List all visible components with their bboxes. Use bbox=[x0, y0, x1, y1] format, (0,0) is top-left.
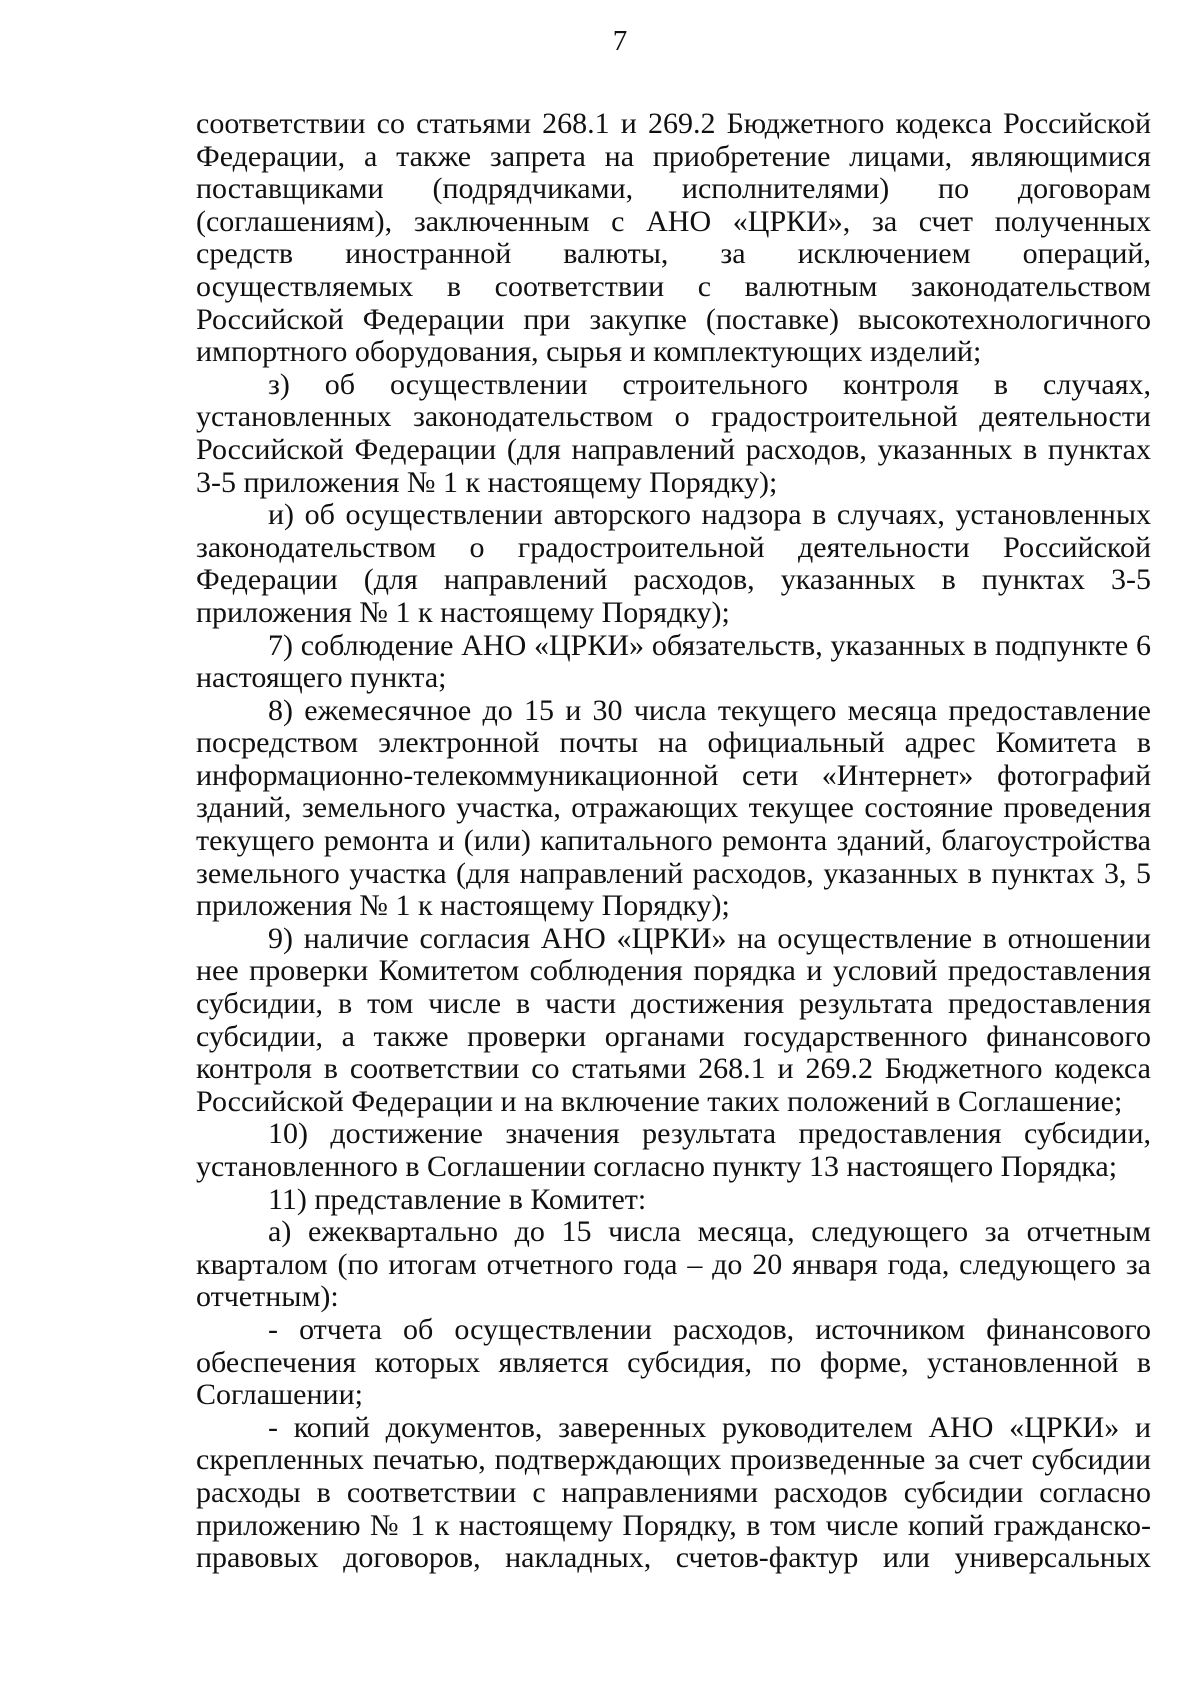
paragraph-item-10: 10) достижение значения результата предоставления субсидии, установленного в Соглашении согласно пункту 13 настоящего Порядка; bbox=[196, 1117, 1151, 1183]
paragraph-report-bullet: - отчета об осуществлении расходов, источником финансового обеспечения которых является субсидия, по форме, установленной в Соглашении; bbox=[196, 1312, 1151, 1412]
paragraph-continuation: соответствии со статьями 268.1 и 269.2 Бюджетного кодекса Российской Федерации, а также запрета на приобретение лицами, являющимися поставщиками (подрядчиками, исполнителями) по договорам (соглашениям), заключенным с АНО «ЦРКИ», за счет полученных средств иностранной валюты, за исключением операций, осуществляемых в соответствии с валютным законодательством Российской Федерации при закупке (поставке) высокотехнологичного импортного оборудования, сырья и комплектующих изделий; bbox=[196, 107, 1151, 369]
paragraph-item-9: 9) наличие согласия АНО «ЦРКИ» на осуществление в отношении нее проверки Комитетом соблюдения порядка и условий предоставления субсидии, в том числе в части достижения результата предоставления субсидии, а также проверки органами государственного финансового контроля в соответствии со статьями 268.1 и 269.2 Бюджетного кодекса Российской Федерации и на включение таких положений в Соглашение; bbox=[196, 921, 1151, 1118]
page-number: 7 bbox=[612, 25, 628, 57]
paragraph-subitem-a: а) ежеквартально до 15 числа месяца, следующего за отчетным кварталом (по итогам отчетного года – до 20 января года, следующего за отчетным): bbox=[196, 1215, 1151, 1314]
paragraph-subitem-z: з) об осуществлении строительного контроля в случаях, установленных законодательством о градостроительной деятельности Российской Федерации (для направлений расходов, указанных в пунктах 3-5 приложения № 1 к настоящему Порядку); bbox=[196, 367, 1151, 499]
paragraph-item-7: 7) соблюдение АНО «ЦРКИ» обязательств, указанных в подпункте 6 настоящего пункта; bbox=[196, 628, 1151, 695]
paragraph-subitem-i: и) об осуществлении авторского надзора в случаях, установленных законодательством о градостроительной деятельности Российской Федерации (для направлений расходов, указанных в пунктах 3-5 приложения № 1 к настоящему Порядку); bbox=[196, 498, 1151, 629]
document-body bbox=[196, 108, 1151, 1575]
paragraph-item-11: 11) представление в Комитет: bbox=[268, 1182, 647, 1216]
paragraph-copies-bullet: - копий документов, заверенных руководителем АНО «ЦРКИ» и скрепленных печатью, подтверждающих произведенные за счет субсидии расходы в соответствии с направлениями расходов субсидии согласно приложению № 1 к настоящему Порядку, в том числе копий гражданско-правовых договоров, накладных, счетов-фактур или универсальных bbox=[196, 1410, 1151, 1575]
paragraph-item-8: 8) ежемесячное до 15 и 30 числа текущего месяца предоставление посредством электронной почты на официальный адрес Комитета в информационно-телекоммуникационной сети «Интернет» фотографий зданий, земельного участка, отражающих текущее состояние проведения текущего ремонта и (или) капитального ремонта зданий, благоустройства земельного участка (для направлений расходов, указанных в пунктах 3, 5 приложения № 1 к настоящему Порядку); bbox=[196, 693, 1151, 923]
